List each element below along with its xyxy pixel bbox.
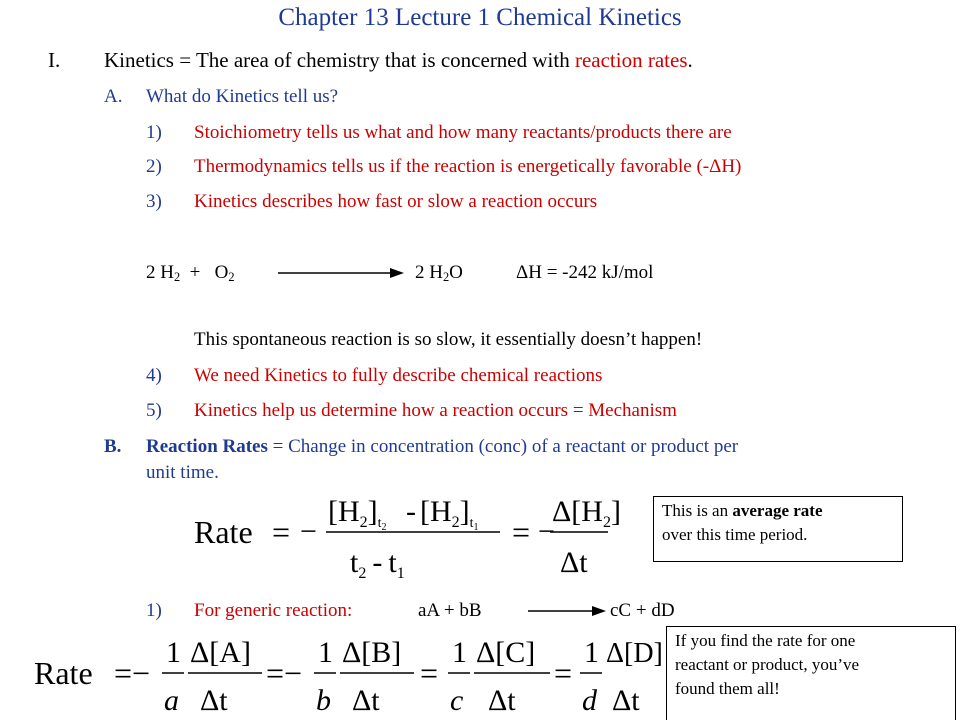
generic-rate-formula — [28, 628, 663, 720]
rate-formula-h2 — [190, 488, 621, 582]
item-3-num: 3) — [146, 191, 162, 212]
term-d-one: 1 — [584, 636, 599, 669]
page-title: Chapter 13 Lecture 1 Chemical Kinetics — [278, 4, 682, 31]
term-a-den: a — [164, 684, 179, 717]
delta-h-value: ΔH = -242 kJ/mol — [516, 262, 654, 283]
term-b-species: Δ[B] — [342, 636, 402, 669]
item-1-text: Stoichiometry tells us what and how many reactants/products there are — [194, 122, 732, 143]
rate-minus-2: − — [538, 515, 555, 548]
reactants: 2 $H_2$ + $O_2$ — [146, 262, 235, 285]
term-a-sign: =− — [114, 655, 151, 691]
found-line3: found them all! — [675, 679, 780, 698]
spontaneous-note: This spontaneous reaction is so slow, it essentially doesn’t happen! — [194, 329, 703, 350]
term-b-sign: =− — [266, 655, 303, 691]
section-i-post: . — [687, 48, 693, 72]
item-2-text: Thermodynamics tells us if the reaction is energetically favorable (-ΔH) — [194, 156, 742, 177]
generic-arrow — [528, 604, 606, 618]
average-rate-line1: This is an average rate — [662, 501, 823, 520]
term-c-one: 1 — [452, 636, 467, 669]
reaction-rates-highlight: reaction rates — [574, 48, 688, 72]
generic-label: For generic reaction: — [194, 600, 353, 621]
term-b-one: 1 — [318, 636, 333, 669]
section-i-pre: Kinetics = The area of chemistry that is concerned with — [104, 48, 575, 72]
num-dash: - — [406, 495, 416, 528]
generic-rate-label: Rate — [34, 655, 93, 691]
num-h2-t2: $[H_2]_t2$ — [328, 495, 387, 533]
sub-b-letter: B. — [104, 436, 122, 457]
section-i-text — [104, 48, 693, 73]
den-t2-t1: $t_2 - t_1$ — [350, 546, 405, 582]
term-b-dt: Δt — [352, 684, 380, 717]
generic-reactants: aA + bB — [418, 600, 482, 621]
item-1-num: 1) — [146, 122, 162, 143]
term-c-dt: Δt — [488, 684, 516, 717]
sub-b-line2: unit time. — [146, 462, 219, 483]
rate-equals-2: = — [512, 514, 531, 550]
generic-products: cC + dD — [610, 600, 675, 621]
rate-label: Rate — [194, 514, 253, 550]
sub-a-text: What do Kinetics tell us? — [146, 86, 339, 107]
term-d-den: d — [582, 684, 597, 717]
term-d-species: Δ[D] — [606, 638, 663, 669]
average-rate-line2: over this time period. — [662, 525, 808, 544]
item-5-num: 5) — [146, 400, 162, 421]
sub-a-letter: A. — [104, 86, 123, 107]
term-c-den: c — [450, 684, 464, 717]
product: 2 $H_2O$ — [415, 262, 463, 285]
term-c-species: Δ[C] — [476, 636, 536, 669]
rate-equals: = — [272, 514, 291, 550]
rate-minus: − — [300, 515, 317, 548]
item-2-num: 2) — [146, 156, 162, 177]
delta-t: Δt — [560, 546, 588, 579]
term-a-species: Δ[A] — [190, 636, 251, 669]
section-i-number: I. — [48, 48, 61, 72]
item-4-num: 4) — [146, 365, 162, 386]
reaction-rates-term: Reaction Rates — [146, 436, 268, 457]
term-b-den: b — [316, 684, 331, 717]
term-a-one: 1 — [166, 636, 181, 669]
found-line1: If you find the rate for one — [675, 631, 856, 650]
term-c-sign: = — [420, 655, 439, 691]
item-4-text: We need Kinetics to fully describe chemical reactions — [194, 365, 603, 386]
term-a-dt: Δt — [200, 684, 228, 717]
reaction-arrow — [278, 266, 404, 280]
term-d-dt: Δt — [612, 684, 640, 717]
item-5-text: Kinetics help us determine how a reaction occurs = Mechanism — [194, 400, 677, 421]
generic-num: 1) — [146, 600, 162, 621]
num-h2-t1: $[H_2]_t1$ — [420, 495, 479, 533]
average-rate-box — [653, 496, 903, 562]
found-line2: reactant or product, you’ve — [675, 655, 860, 674]
sub-b-line1: Reaction Rates = Change in concentration (conc) of a reactant or product per — [146, 436, 739, 457]
term-d-sign: = — [554, 655, 573, 691]
found-them-all-box — [666, 626, 956, 720]
item-3-text: Kinetics describes how fast or slow a reaction occurs — [194, 191, 598, 212]
delta-h2: $\Delta[H_2]$ — [552, 495, 621, 531]
